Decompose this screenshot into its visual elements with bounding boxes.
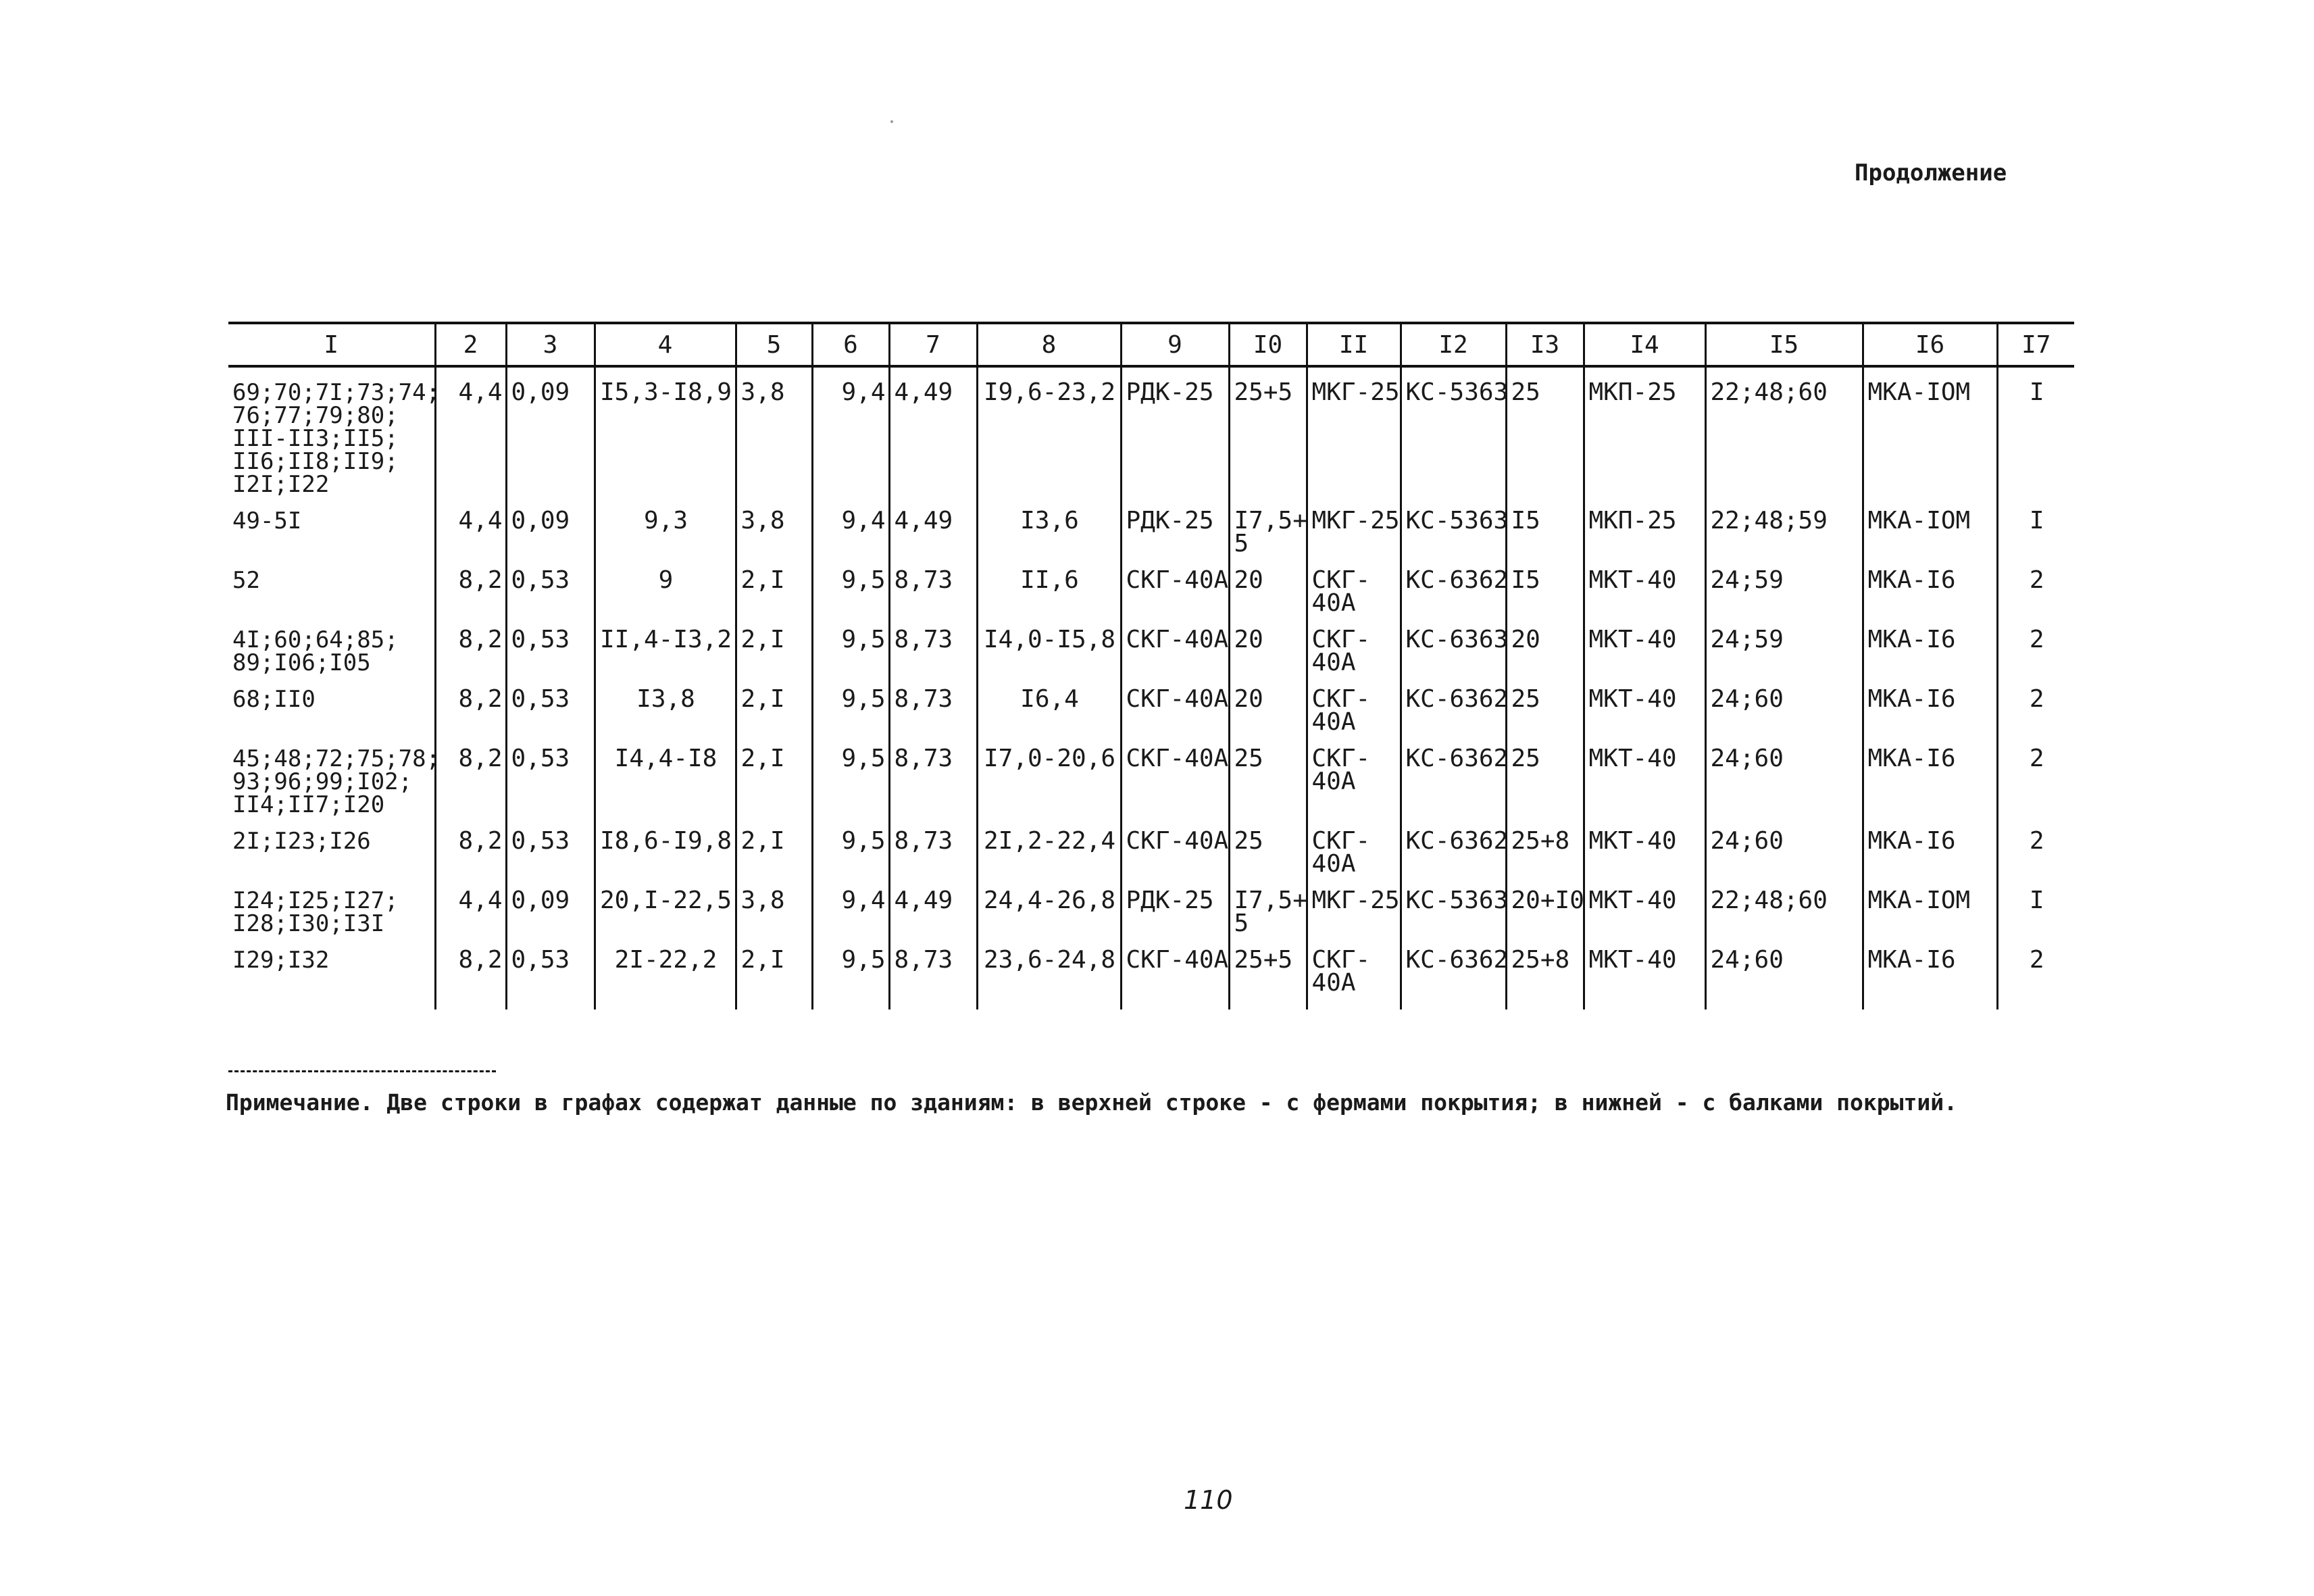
column-header: 2 [435,323,506,366]
table-cell: 25 [1506,366,1584,496]
table-row [228,935,2074,1009]
table-cell: КС-6362 [1401,734,1506,816]
table-cell: 4I;60;64;85; 89;I06;I05 [228,615,435,674]
table-cell: 2,I [736,555,812,615]
table-cell: 0,53 [506,674,595,734]
column-header: 7 [889,323,977,366]
table-cell: 20 [1229,674,1307,734]
column-header: II [1307,323,1401,366]
column-header: 9 [1121,323,1229,366]
table-cell: 4,49 [889,496,977,555]
table-cell: СКГ-40А [1121,734,1229,816]
table-cell: 22;48;60 [1705,366,1863,496]
table-cell: 8,73 [889,935,977,1009]
scan-speck [890,120,893,123]
table-cell: 24;60 [1705,734,1863,816]
table-cell: РДК-25 [1121,496,1229,555]
table-cell: СКГ- 40А [1307,555,1401,615]
table-cell: 24;59 [1705,615,1863,674]
column-header: I5 [1705,323,1863,366]
table-cell: I5 [1506,496,1584,555]
table-cell: 4,4 [435,876,506,935]
table-row [228,816,2074,876]
table-cell: СКГ-40А [1121,935,1229,1009]
table-cell: 2,I [736,816,812,876]
table-cell: СКГ- 40А [1307,935,1401,1009]
table-row [228,496,2074,555]
table-cell: 69;70;7I;73;74; 76;77;79;80; III-II3;II5; II6;II8;II9; I2I;I22 [228,366,435,496]
table-cell: 3,8 [736,496,812,555]
table-cell: 20 [1229,555,1307,615]
table-cell: 0,53 [506,734,595,816]
table-cell: 2 [1997,734,2074,816]
table-cell: I3,8 [595,674,736,734]
data-table [228,322,2074,1009]
table-cell: I3,6 [977,496,1121,555]
table-cell: 20,I-22,5 [595,876,736,935]
table-cell: I9,6-23,2 [977,366,1121,496]
table-cell: 8,2 [435,734,506,816]
table-cell: 20 [1229,615,1307,674]
table-cell: МКА-I6 [1863,555,1997,615]
table-cell: МКП-25 [1584,366,1705,496]
table-cell: 9,5 [812,935,889,1009]
footnote-note: Примечание. Две строки в графах содержат данные по зданиям: в верхней строке - с фермами покрытия; в нижней - с балками покрытий. [226,1089,1957,1116]
table-cell: 25 [1229,734,1307,816]
table-cell: 2 [1997,935,2074,1009]
table-cell: СКГ- 40А [1307,734,1401,816]
table-cell: 68;II0 [228,674,435,734]
table-cell: 2I;I23;I26 [228,816,435,876]
table-cell: СКГ- 40А [1307,816,1401,876]
table-cell: СКГ-40А [1121,674,1229,734]
table-cell: II,6 [977,555,1121,615]
column-header: 4 [595,323,736,366]
table-cell: МКТ-40 [1584,876,1705,935]
table-cell: 25 [1506,674,1584,734]
table-row [228,876,2074,935]
table-cell: 9,4 [812,366,889,496]
table-cell: 25+8 [1506,935,1584,1009]
table-cell: 4,4 [435,366,506,496]
table-cell: 0,09 [506,876,595,935]
table-cell: I5 [1506,555,1584,615]
table-cell: 8,73 [889,615,977,674]
table-cell: 24;60 [1705,674,1863,734]
table-cell: 25 [1229,816,1307,876]
column-header: 3 [506,323,595,366]
table-cell: МКГ-25 [1307,366,1401,496]
table-cell: КС-6362 [1401,935,1506,1009]
table-cell: 25+5 [1229,366,1307,496]
table-cell: 9,5 [812,674,889,734]
table-cell: 9,5 [812,555,889,615]
table-cell: 2I,2-22,4 [977,816,1121,876]
table-cell: 3,8 [736,876,812,935]
page-number: 110 [1184,1485,1233,1515]
table-cell: 52 [228,555,435,615]
table-cell: МКА-I6 [1863,816,1997,876]
table-cell: КС-6362 [1401,674,1506,734]
table-cell: 3,8 [736,366,812,496]
table-cell: 2 [1997,615,2074,674]
table-cell: СКГ-40А [1121,615,1229,674]
table-cell: КС-6363 [1401,615,1506,674]
table-body [228,366,2074,1009]
table-cell: 45;48;72;75;78; 93;96;99;I02; II4;II7;I20 [228,734,435,816]
table-cell: 24,4-26,8 [977,876,1121,935]
table-cell: 8,73 [889,555,977,615]
table-cell: I24;I25;I27; I28;I30;I3I [228,876,435,935]
table-cell: 2,I [736,674,812,734]
table-row [228,615,2074,674]
table-cell: I5,3-I8,9 [595,366,736,496]
table-cell: I6,4 [977,674,1121,734]
table-cell: 9,4 [812,496,889,555]
table-cell: 25 [1506,734,1584,816]
table-row [228,366,2074,496]
table-cell: 9,5 [812,816,889,876]
table-cell: 24;59 [1705,555,1863,615]
table-cell: 0,09 [506,496,595,555]
table-cell: 0,53 [506,935,595,1009]
table-cell: I8,6-I9,8 [595,816,736,876]
table-cell: 0,53 [506,816,595,876]
table-cell: 4,4 [435,496,506,555]
table-cell: 20+I0 [1506,876,1584,935]
table-cell: 4,49 [889,366,977,496]
table-cell: МКА-I6 [1863,935,1997,1009]
table-cell: 2,I [736,734,812,816]
table-cell: СКГ-40А [1121,555,1229,615]
table-cell: 49-5I [228,496,435,555]
table-cell: 2 [1997,555,2074,615]
table-cell: МКА-IOМ [1863,366,1997,496]
table-cell: СКГ- 40А [1307,615,1401,674]
column-header: I7 [1997,323,2074,366]
table-cell: МКТ-40 [1584,734,1705,816]
table-cell: МКТ-40 [1584,555,1705,615]
table-cell: 8,73 [889,816,977,876]
table-cell: 22;48;60 [1705,876,1863,935]
table-cell: МКТ-40 [1584,615,1705,674]
column-header: I0 [1229,323,1307,366]
table-cell: РДК-25 [1121,366,1229,496]
table-cell: МКТ-40 [1584,674,1705,734]
column-header: 8 [977,323,1121,366]
table-cell: 8,73 [889,734,977,816]
column-header: I3 [1506,323,1584,366]
table-cell: 2,I [736,615,812,674]
table-cell: I4,0-I5,8 [977,615,1121,674]
column-header: I2 [1401,323,1506,366]
table-cell: СКГ-40А [1121,816,1229,876]
continuation-label: Продолжение [1855,159,2007,186]
table-cell: МКП-25 [1584,496,1705,555]
footnote-separator [228,1070,496,1072]
table-cell: 9,4 [812,876,889,935]
table-cell: 25+8 [1506,816,1584,876]
table-cell: II,4-I3,2 [595,615,736,674]
table-cell: КС-5363 [1401,366,1506,496]
column-header: 6 [812,323,889,366]
table-cell: МКА-I6 [1863,674,1997,734]
table-cell: МКА-IOМ [1863,496,1997,555]
table-cell: МКА-I6 [1863,615,1997,674]
table-cell: МКГ-25 [1307,496,1401,555]
table-cell: 22;48;59 [1705,496,1863,555]
table-cell: I4,4-I8 [595,734,736,816]
table-cell: I29;I32 [228,935,435,1009]
table-cell: МКГ-25 [1307,876,1401,935]
table-cell: 24;60 [1705,816,1863,876]
table-cell: 20 [1506,615,1584,674]
table-cell: I [1997,496,2074,555]
table-cell: 8,2 [435,555,506,615]
table-cell: 8,2 [435,674,506,734]
table-cell: 0,53 [506,615,595,674]
table-row [228,674,2074,734]
table-cell: 9 [595,555,736,615]
table-cell: РДК-25 [1121,876,1229,935]
table-cell: 8,2 [435,615,506,674]
table-cell: 0,53 [506,555,595,615]
table-cell: I7,0-20,6 [977,734,1121,816]
table-row [228,555,2074,615]
table-cell: МКТ-40 [1584,816,1705,876]
table-cell: КС-6362 [1401,555,1506,615]
table-cell: МКТ-40 [1584,935,1705,1009]
table-cell: 8,2 [435,816,506,876]
table-cell: СКГ- 40А [1307,674,1401,734]
table-cell: КС-5363 [1401,876,1506,935]
column-header: I4 [1584,323,1705,366]
table-cell: I7,5+ 5 [1229,876,1307,935]
table-cell: 9,5 [812,615,889,674]
column-header: 5 [736,323,812,366]
table-cell: I [1997,876,2074,935]
table-cell: 9,3 [595,496,736,555]
table-cell: 0,09 [506,366,595,496]
column-header: I [228,323,435,366]
table-cell: 4,49 [889,876,977,935]
table-cell: 2,I [736,935,812,1009]
table-cell: I [1997,366,2074,496]
column-header: I6 [1863,323,1997,366]
table-cell: 9,5 [812,734,889,816]
table-cell: 8,73 [889,674,977,734]
table-cell: 2 [1997,674,2074,734]
header-row [228,323,2074,366]
table-cell: 8,2 [435,935,506,1009]
table-cell: 24;60 [1705,935,1863,1009]
table-cell: 25+5 [1229,935,1307,1009]
table-cell: МКА-I6 [1863,734,1997,816]
table-cell: КС-6362 [1401,816,1506,876]
table-cell: КС-5363 [1401,496,1506,555]
table-cell: 2I-22,2 [595,935,736,1009]
table-row [228,734,2074,816]
table-cell: 23,6-24,8 [977,935,1121,1009]
table-cell: 2 [1997,816,2074,876]
table-cell: МКА-IOМ [1863,876,1997,935]
table-cell: I7,5+ 5 [1229,496,1307,555]
